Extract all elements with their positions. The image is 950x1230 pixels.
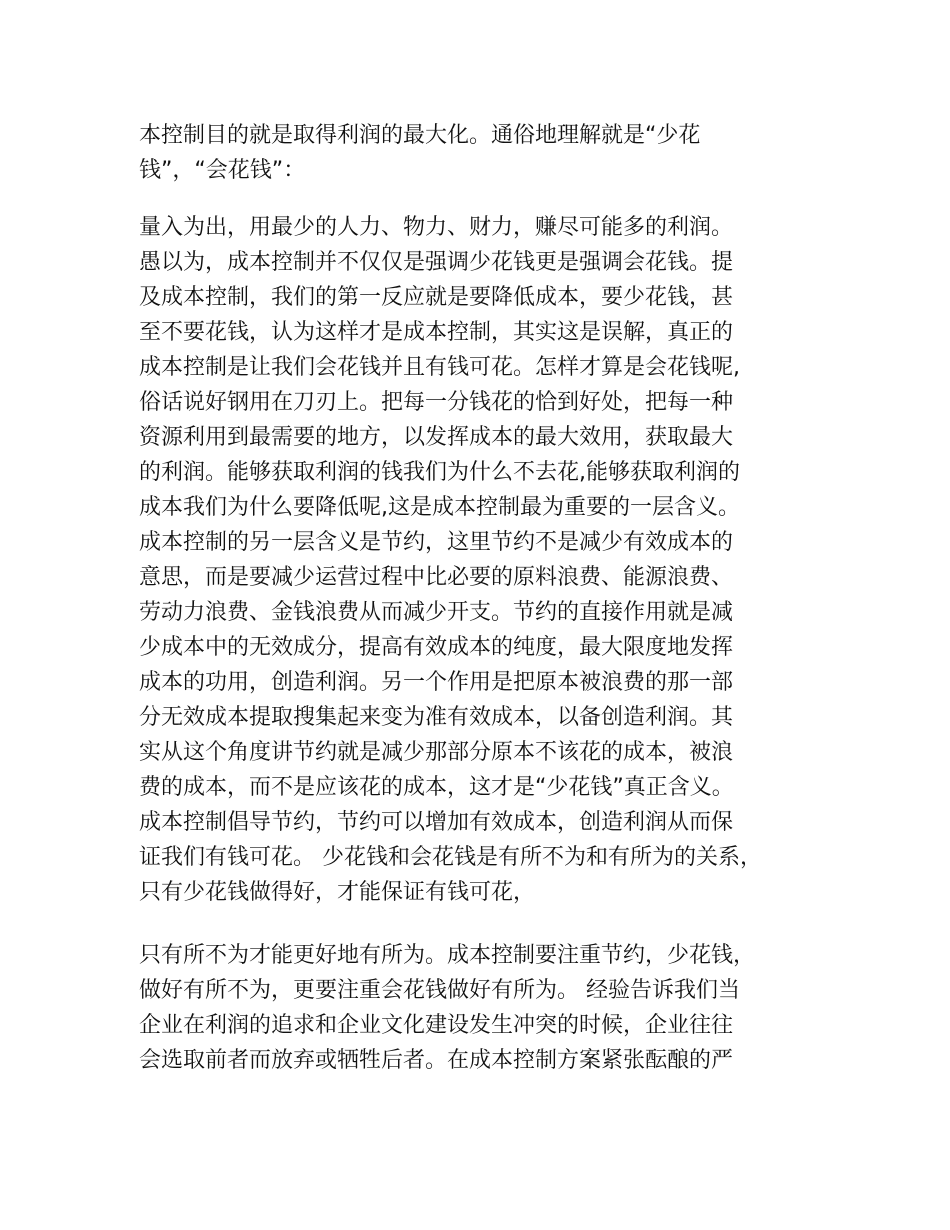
text-line: 会选取前者而放弃或牺牲后者。在成本控制方案紧张酝酿的严 bbox=[139, 1048, 734, 1073]
text-line: 本控制目的就是取得利润的最大化。通俗地理解就是“少花 bbox=[139, 123, 701, 148]
text-line: 劳动力浪费、金钱浪费从而减少开支。节约的直接作用就是减 bbox=[139, 600, 734, 625]
text-line: 及成本控制，我们的第一反应就是要降低成本，要少花钱，甚 bbox=[139, 285, 734, 310]
text-line: 分无效成本提取搜集起来变为准有效成本，以备创造利润。其 bbox=[139, 705, 734, 730]
text-line: 费的成本，而不是应该花的成本，这才是“少花钱”真正含义。 bbox=[139, 775, 734, 800]
paragraph-3 bbox=[139, 938, 839, 1078]
text-line: 成本控制的另一层含义是节约，这里节约不是减少有效成本的 bbox=[139, 530, 734, 555]
text-line: 实从这个角度讲节约就是减少那部分原本不该花的成本，被浪 bbox=[139, 740, 734, 765]
text-line: 俗话说好钢用在刀刃上。把每一分钱花的恰到好处，把每一种 bbox=[139, 390, 734, 415]
text-line: 成本的功用，创造利润。另一个作用是把原本被浪费的那一部 bbox=[139, 670, 734, 695]
text-line: 钱”，“会花钱”： bbox=[139, 158, 306, 183]
paragraph-2 bbox=[139, 210, 839, 910]
text-line: 只有所不为才能更好地有所为。成本控制要注重节约，少花钱， bbox=[139, 943, 756, 968]
text-line: 成本控制倡导节约，节约可以增加有效成本，创造利润从而保 bbox=[139, 810, 734, 835]
text-line: 企业在利润的追求和企业文化建设发生冲突的时候，企业往往 bbox=[139, 1013, 734, 1038]
text-line: 资源利用到最需要的地方，以发挥成本的最大效用，获取最大 bbox=[139, 425, 734, 450]
text-line: 做好有所不为，更要注重会花钱做好有所为。 经验告诉我们当 bbox=[139, 978, 740, 1003]
text-line: 意思，而是要减少运营过程中比必要的原料浪费、能源浪费、 bbox=[139, 565, 734, 590]
text-line: 量入为出，用最少的人力、物力、财力，赚尽可能多的利润。 bbox=[139, 215, 734, 240]
text-line: 成本我们为什么要降低呢,这是成本控制最为重要的一层含义。 bbox=[139, 495, 740, 520]
text-line: 证我们有钱可花。 少花钱和会花钱是有所不为和有所为的关系， bbox=[139, 845, 762, 870]
text-line: 愚以为，成本控制并不仅仅是强调少花钱更是强调会花钱。提 bbox=[139, 250, 734, 275]
text-line: 至不要花钱，认为这样才是成本控制，其实这是误解，真正的 bbox=[139, 320, 734, 345]
text-line: 只有少花钱做得好，才能保证有钱可花， bbox=[139, 880, 536, 905]
text-line: 的利润。能够获取利润的钱我们为什么不去花,能够获取利润的 bbox=[139, 460, 740, 485]
text-line: 成本控制是让我们会花钱并且有钱可花。怎样才算是会花钱呢, bbox=[139, 355, 740, 380]
text-line: 少成本中的无效成分，提高有效成本的纯度，最大限度地发挥 bbox=[139, 635, 734, 660]
paragraph-1 bbox=[139, 118, 839, 188]
